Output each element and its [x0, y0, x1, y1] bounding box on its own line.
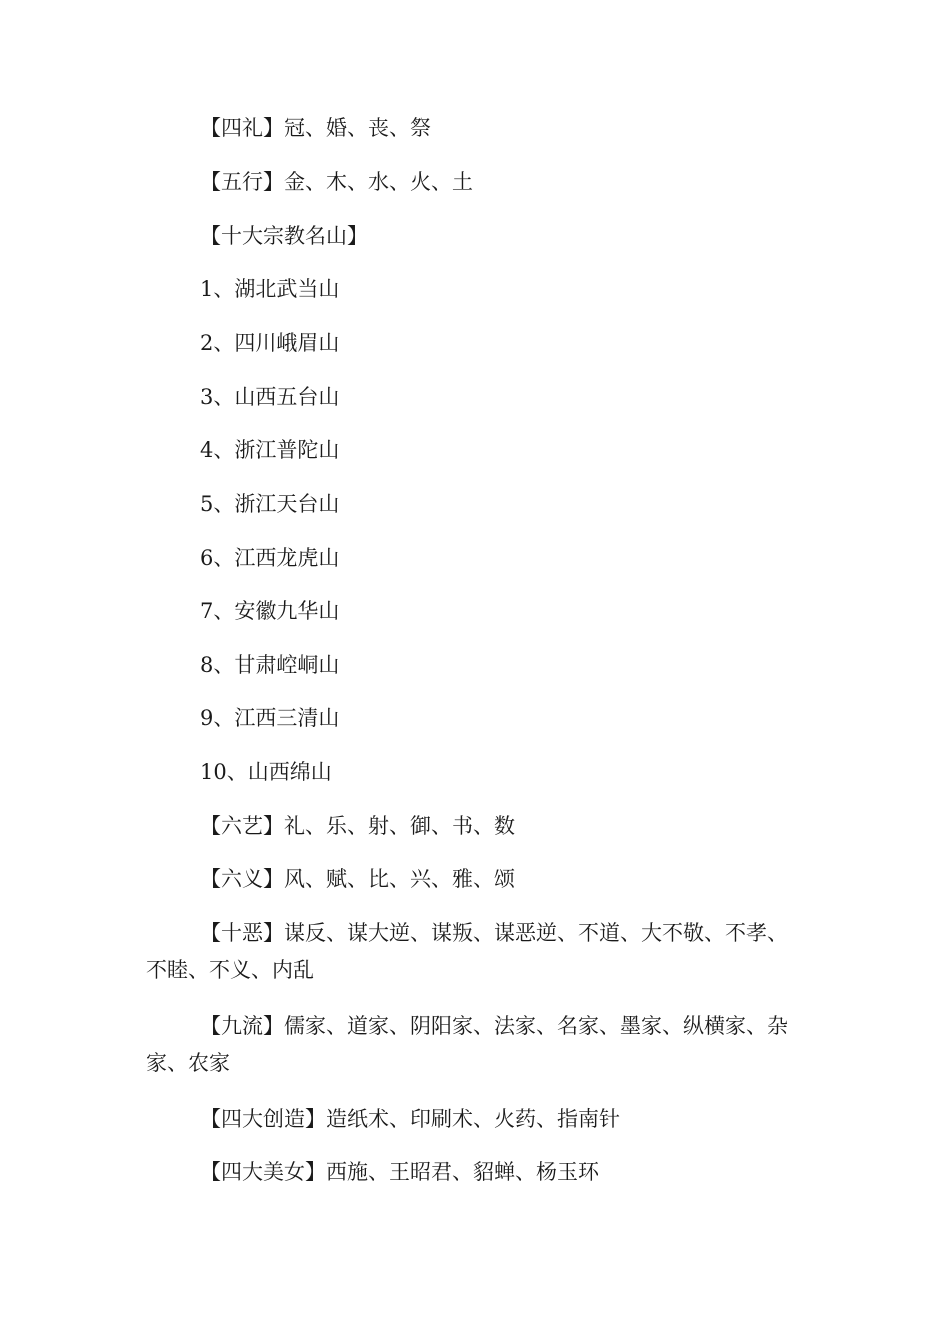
list-item: 7、安徽九华山: [200, 599, 340, 623]
list-item: 8、甘肃崆峒山: [200, 653, 340, 677]
list-item: 6、江西龙虎山: [200, 546, 340, 570]
paragraph-six-arts: 【六艺】礼、乐、射、御、书、数: [200, 814, 515, 838]
list-item: 5、浙江天台山: [200, 492, 340, 516]
list-item: 2、四川峨眉山: [200, 331, 340, 355]
paragraph-ten-evils: 【十恶】谋反、谋大逆、谋叛、谋恶逆、不道、大不敬、不孝、不睦、不义、内乱: [146, 921, 788, 982]
paragraph-mountains-heading: 【十大宗教名山】: [200, 224, 368, 248]
list-item: 9、江西三清山: [200, 706, 340, 730]
list-item: 10、山西绵山: [200, 760, 332, 784]
list-item: 3、山西五台山: [200, 385, 340, 409]
paragraph-four-inventions: 【四大创造】造纸术、印刷术、火药、指南针: [200, 1107, 620, 1131]
list-item: 4、浙江普陀山: [200, 438, 340, 462]
paragraph-nine-schools: 【九流】儒家、道家、阴阳家、法家、名家、墨家、纵横家、杂家、农家: [146, 1014, 788, 1075]
paragraph-five-elements: 【五行】金、木、水、火、土: [200, 170, 473, 194]
paragraph-four-rites: 【四礼】冠、婚、丧、祭: [200, 116, 431, 140]
paragraph-four-beauties: 【四大美女】西施、王昭君、貂蝉、杨玉环: [200, 1160, 599, 1184]
list-item: 1、湖北武当山: [200, 277, 340, 301]
paragraph-six-principles: 【六义】风、赋、比、兴、雅、颂: [200, 867, 515, 891]
